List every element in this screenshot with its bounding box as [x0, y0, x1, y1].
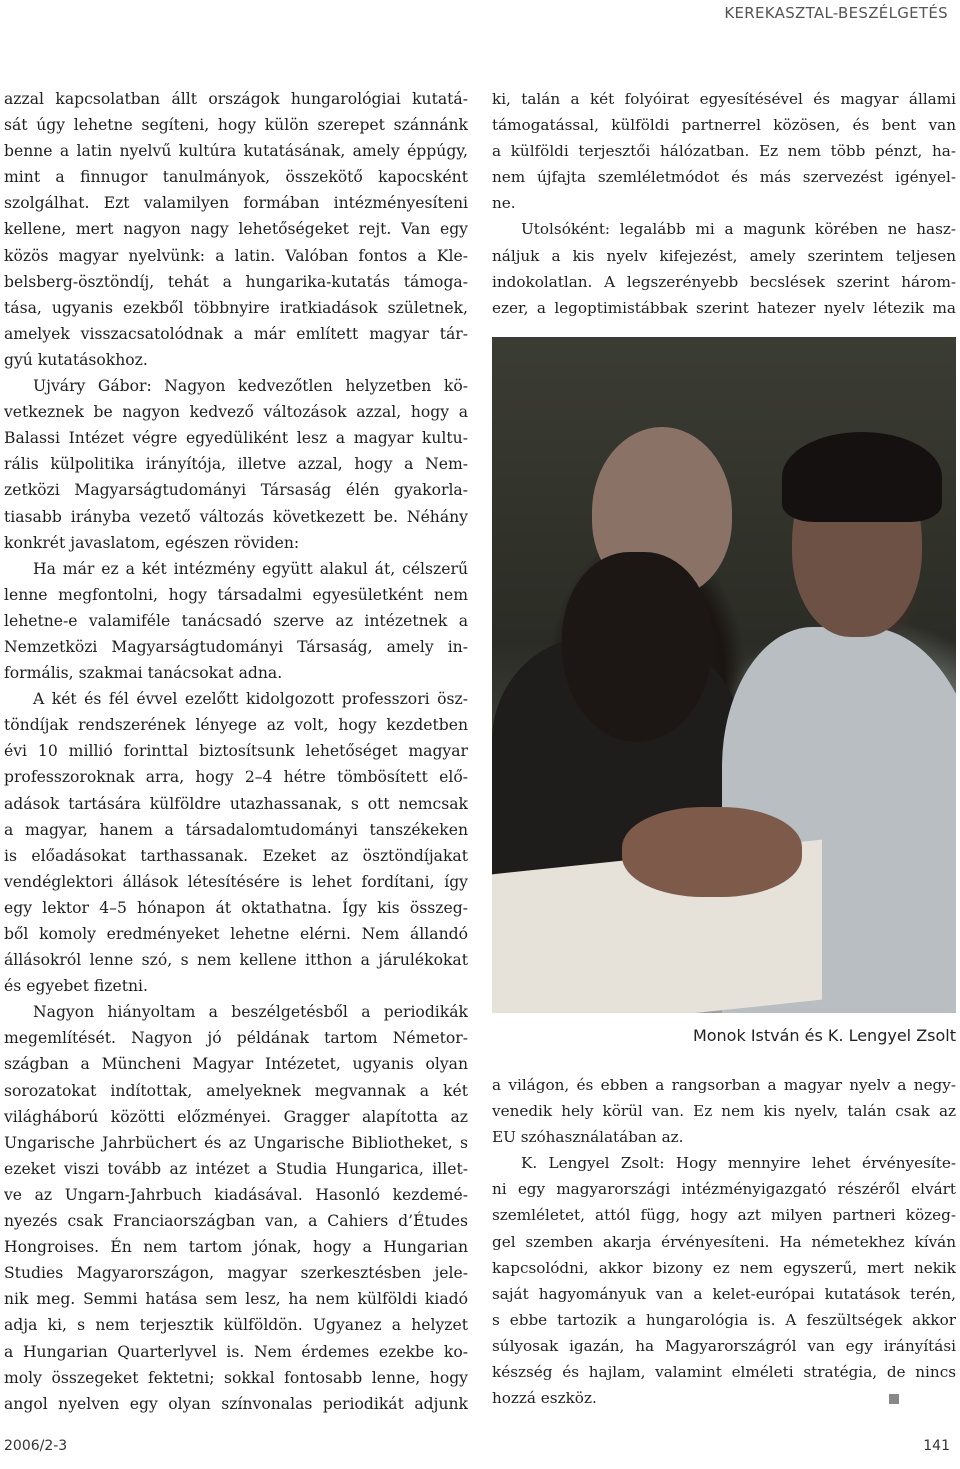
- text-line: venedik hely körül van. Ez nem kis nyelv, talán csak az: [492, 1102, 956, 1121]
- text-line: gyú kutatásokhoz.: [4, 350, 148, 369]
- speaker-paragraph-start: K. Lengyel Zsolt: Hogy mennyire lehet érvényesíte-: [521, 1154, 956, 1173]
- photo-caption: Monok István és K. Lengyel Zsolt: [692, 1026, 956, 1045]
- text-line: EU szóhasználatában az.: [492, 1128, 684, 1147]
- text-line: adja ki, s nem terjesztik külföldön. Ugyanez a helyzet: [4, 1316, 468, 1335]
- text-line: Utolsóként: legalább mi a magunk körében ne hasz-: [521, 220, 956, 239]
- text-line: készség és hajlam, valamint elméleti stratégia, de nincs: [492, 1363, 956, 1382]
- text-line: vetkeznek be nagyon kedvező változások azzal, hogy a: [4, 403, 468, 422]
- speaker-paragraph-start: Ujváry Gábor: Nagyon kedvezőtlen helyzetben kö-: [33, 377, 468, 396]
- photo-figure-left-beard: [562, 552, 712, 742]
- text-line: Ha már ez a két intézmény együtt alakul át, célszerű: [33, 559, 468, 578]
- text-line: a magyar, hanem a társadalomtudományi tanszékeken: [4, 820, 468, 839]
- text-line: náljuk a kis nyelv kifejezést, amely szerintem teljesen: [492, 246, 956, 265]
- text-line: konkrét javaslatom, egészen röviden:: [4, 533, 300, 552]
- text-line: támogatással, külföldi partnerrel közösen, és bent van: [492, 116, 956, 135]
- text-line: is előadásokat tarthassanak. Ezeket az ösztöndíjakat: [4, 846, 468, 865]
- text-line: nik meg. Semmi hatása sem lesz, ha nem külföldi kiadó: [4, 1290, 468, 1309]
- text-line: a világon, és ebben a rangsorban a magyar nyelv a negy-: [492, 1076, 956, 1094]
- photo-figure-right-hair: [782, 432, 942, 522]
- text-line: szolgálhat. Ezt valamilyen formában intézményesíteni: [4, 194, 468, 213]
- text-line: lehetne-e valamiféle tanácsadó szerve az intézetnek a: [4, 611, 468, 630]
- text-line: kellene, mert nagyon nagy lehetőségeket rejt. Van egy: [4, 220, 468, 239]
- right-column-top: [492, 86, 956, 321]
- text-line: moly összegeket fektetni; sokkal fontosabb lenne, hogy: [4, 1368, 468, 1387]
- text-line: formális, szakmai tanácsokat adna.: [4, 664, 283, 683]
- text-line: amelyek visszacsatolódnak a már említett magyar tár-: [4, 324, 468, 343]
- text-line: adások tartására külföldre utazhassanak, s ott nemcsak: [4, 794, 468, 813]
- text-line: vendéglektori állások létesítésére is lehet fordítani, így: [4, 872, 468, 891]
- text-line: ne.: [492, 194, 516, 213]
- text-line: kapcsolódni, akkor bizony ez nem egyszerű, mert nekik: [492, 1258, 956, 1277]
- text-line: indokolatlan. A legszerényebb becslések szerint három-: [492, 272, 956, 291]
- text-line: súlyosak igazán, ha Magyarországról van egy irányítási: [492, 1336, 956, 1355]
- text-line: tása, ugyanis ezekből többnyire iratkiadások születnek,: [4, 298, 468, 317]
- text-line: ezer, a legoptimistábbak szerint hatezer nyelv létezik ma: [492, 298, 956, 317]
- text-line: sorozatokat indítottak, amelyeknek megvannak a két: [4, 1081, 468, 1100]
- text-line: rális külpolitika irányítója, illetve azzal, hogy a Nem-: [4, 455, 468, 474]
- text-line: évi 10 millió forinttal biztosítsunk lehetőséget magyar: [4, 742, 468, 761]
- text-line: egy lektor 4–5 hónapon át oktathatna. Így kis összeg-: [4, 898, 468, 917]
- text-line: mint a finnugor tanulmányok, összekötő kapocsként: [4, 168, 468, 187]
- text-line: a Hungarian Quarterlyvel is. Nem érdemes ezekbe ko-: [4, 1342, 468, 1361]
- text-line: nyezés csak Franciaországban van, a Cahiers d’Études: [4, 1212, 468, 1231]
- issue-number: 2006/2-3: [4, 1438, 68, 1454]
- text-line: benne a latin nyelvű kultúra kutatásának, amely éppúgy,: [4, 142, 468, 161]
- photo-monok-lengyel: [492, 337, 956, 1013]
- text-line: töndíjak rendszerének lényege az volt, hogy kezdetben: [4, 716, 468, 735]
- text-line: Studies Magyarországon, magyar szerkesztésben jele-: [4, 1264, 468, 1283]
- text-line: Ungarische Jahrbüchert és az Ungarische Bibliotheket, s: [4, 1133, 468, 1152]
- text-line: A két és fél évvel ezelőtt kidolgozott professzori ösz-: [33, 690, 468, 709]
- text-line: világháború közötti előzményei. Gragger alapította az: [4, 1107, 468, 1126]
- photo-hands: [622, 807, 802, 897]
- text-line: ni egy magyarországi intézményigazgató részéről elvárt: [492, 1180, 956, 1199]
- text-line: zetközi Magyarságtudományi Társaság élén gyakorla-: [4, 481, 468, 500]
- text-line: saját hagyományuk van a kelet-európai kutatások terén,: [492, 1284, 956, 1303]
- page-number: 141: [923, 1438, 950, 1454]
- text-line: és egyebet fizetni.: [4, 977, 148, 996]
- text-line: Balassi Intézet végre egyedüliként lesz a magyar kultu-: [4, 429, 468, 448]
- text-line: azzal kapcsolatban állt országok hungarológiai kutatá-: [4, 90, 468, 108]
- end-of-article-square-icon: [889, 1394, 899, 1404]
- text-line: közös magyar nyelvünk: a latin. Valóban fontos a Kle-: [4, 246, 468, 265]
- text-line: professzoroknak arra, hogy 2–4 hétre tömbösített elő-: [4, 768, 468, 787]
- text-line: gel szemben akarja érvényesíteni. Ha németekhez kíván: [492, 1232, 956, 1251]
- left-column: [4, 86, 468, 1417]
- text-line: s ebbe tartozik a hungarológia is. A feszültségek akkor: [492, 1310, 956, 1329]
- text-line: szágban a Müncheni Magyar Intézetet, ugyanis olyan: [4, 1055, 468, 1074]
- text-line: Nemzetközi Magyarságtudományi Társaság, amely in-: [4, 637, 468, 656]
- text-line: Hongroises. Én nem tartom jónak, hogy a Hungarian: [4, 1238, 468, 1257]
- text-line: belsberg-ösztöndíj, tehát a hungarika-kutatás támoga-: [4, 272, 468, 291]
- text-line: ből komoly eredményeket lehetne elérni. Nem állandó: [4, 925, 468, 943]
- text-line: nem újfajta szemléletmódot és más szervezést igényel-: [492, 168, 956, 187]
- text-line: ve az Ungarn-Jahrbuch kiadásával. Hasonló kezdemé-: [4, 1185, 468, 1204]
- text-line: sát úgy lehetne segíteni, hogy külön szerepet szánnánk: [4, 116, 468, 135]
- right-column-bottom: [492, 1072, 956, 1411]
- text-line: ezeket viszi tovább az intézet a Studia Hungarica, illet-: [4, 1159, 468, 1178]
- text-line: állásokról lenne szó, s nem kellene itthon a járulékokat: [4, 951, 468, 970]
- text-line: megemlítését. Nagyon jó példának tartom Németor-: [4, 1029, 468, 1048]
- text-line: szemléletet, attól függ, hogy azt milyen partneri közeg-: [492, 1206, 956, 1225]
- text-line: [492, 1385, 956, 1411]
- text-line: lenne megfontolni, hogy társadalmi egyesületként nem: [4, 585, 468, 604]
- text-line: tiasabb irányba vezető változás következett be. Néhány: [4, 507, 468, 526]
- text-line: Nagyon hiányoltam a beszélgetésből a periodikák: [33, 1003, 468, 1022]
- closing-line-text: hozzá eszköz.: [492, 1389, 597, 1408]
- running-head: KEREKASZTAL-BESZÉLGETÉS: [724, 4, 948, 22]
- text-line: ki, talán a két folyóirat egyesítésével és magyar állami: [492, 90, 956, 108]
- text-line: angol nyelven egy olyan színvonalas periodikát adjunk: [4, 1394, 468, 1413]
- text-line: a külföldi terjesztői hálózatban. Ez nem több pénzt, ha-: [492, 142, 956, 161]
